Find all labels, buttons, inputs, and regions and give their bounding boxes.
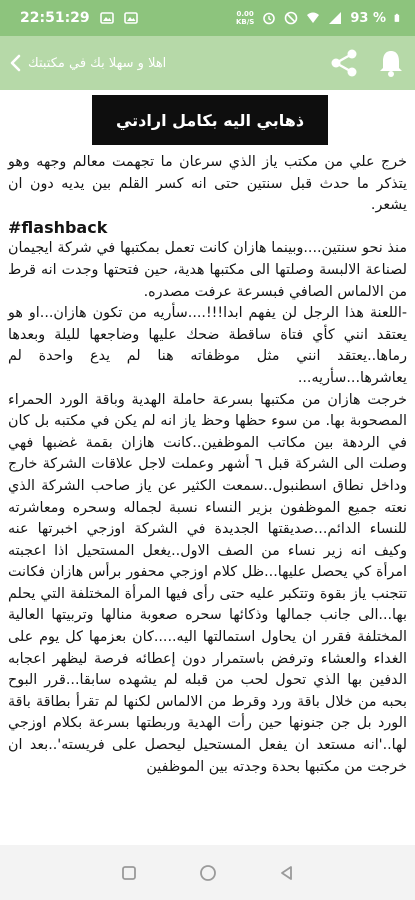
app-bar	[0, 36, 415, 90]
mute-icon	[284, 11, 298, 25]
story-paragraph-2: -اللعنة هذا الرجل لن يفهم ابدا!!!....سأريه من تكون هازان...او هو يعتقد انني كأي فتاة ساقطة ضحك عليها وضاجعها لليلة وبعدها رماها..يعتقد انني مثل موظفاته هنا لم يدع واحدة لم يعاشرها...سأريه...	[8, 305, 407, 386]
wifi-icon	[306, 11, 320, 25]
bell-icon[interactable]	[377, 48, 405, 78]
app-bar-left	[8, 53, 166, 73]
status-bar-right	[236, 10, 403, 26]
story-title: ذهابي اليه بكامل ارادتي	[115, 110, 305, 130]
story-title-banner	[92, 95, 328, 145]
data-speed-unit: KB/S	[235, 18, 255, 26]
story-paragraph-1: منذ نحو سنتين....وبينما هازان كانت تعمل بمكتبها في شركة ايجيمان لصناعة الالبسة وصلتها الى مكتبها هدية، حين فتحتها وجدت انه قرط من الالماس الصافي فبسرعة عرفت مصدره.	[8, 240, 407, 300]
clock: 22:51:29	[20, 10, 90, 26]
home-circle-icon[interactable]	[198, 863, 218, 883]
recents-square-icon[interactable]	[120, 864, 138, 882]
story-paragraph-3: خرجت هازان من مكتبها بسرعة حاملة الهدية وباقة الورد الحمراء المصحوبة بها. من سوء حظها وحظ ياز انه لم يكن في مكتبه بل كان في الردهة بين مكاتب الموظفين..كانت هازان بقمة غضبها فهي وصلت الى الشركة قبل ٦ أشهر وعملت لاجل علاقات الشركة خارج وداخل نطاق اسطنبول..سمعت الكثير عن ياز صاحب الشركة الذي نعته جميع الموظفون بزير النساء نسبة لجماله وسحره ومعاشرته للنساء الدائم...صديقتها الجديدة في الشركة اوزجي اخبرتها عنه وكيف انه زير نساء من الصف الاول..يغعل المستحيل اذا اعجبته امرأة كي يحصل عليها...ظل كلام اوزجي محفور برأس هازان فكانت تتجنب ياز بقوة وتتكبر عليه حتى رأى فيها المرأة المختلفة التي يحلم بها...الى جانب جمالها وذكائها سحره صعوبة منالها وتربيتها العالية المختلفة فقرر ان يحاول استمالتها اليه.....كان بعزمها كل يوم على الغداء والعشاء وترفض باستمرار دون إعطائه فرصة ليظهر اعجابه الدفين بها الذي تحول لحب من قبله لم يشهده سابقا...قرر البوح بحبه من خلال باقة ورد وقرط من الالماس لكنها لم تقرأ بطاقة باقة الورد بل جن جنونها حين رأت الهدية وربطتها بسرعة بكلام اوزجي لها..'انه مستعد ان يفعل المستحيل ليحصل على فريسته'..بعد ان خرجت من مكتبها بحدة وجدته بين الموظفين	[8, 391, 407, 775]
story-text	[8, 152, 407, 778]
alarm-icon	[262, 11, 276, 25]
status-bar-left	[20, 10, 138, 26]
battery-icon	[394, 11, 403, 25]
app-bar-title: اهلا و سهلا بك في مكتبتك	[28, 55, 167, 71]
back-triangle-icon[interactable]	[278, 864, 296, 882]
gallery-icon	[124, 11, 138, 25]
data-speed	[236, 10, 254, 26]
data-speed-value: 0.00	[236, 10, 254, 18]
flashback-hashtag: #flashback	[8, 217, 108, 237]
reader-content[interactable]	[0, 90, 415, 845]
signal-icon	[328, 11, 342, 25]
chevron-left-icon[interactable]	[8, 53, 24, 73]
gallery-icon	[100, 11, 114, 25]
app-bar-actions	[329, 48, 405, 78]
battery-percent: 93 %	[350, 10, 386, 26]
system-nav-bar	[0, 845, 415, 900]
status-bar	[0, 0, 415, 36]
story-paragraph-intro: خرج علي من مكتب ياز الذي سرعان ما تجهمت معالم وجهه وهو يتذكر ما حدث قبل سنتين حتى انه كسر القلم بين يديه دون ان يشعر.	[8, 154, 407, 214]
share-icon[interactable]	[329, 48, 359, 78]
